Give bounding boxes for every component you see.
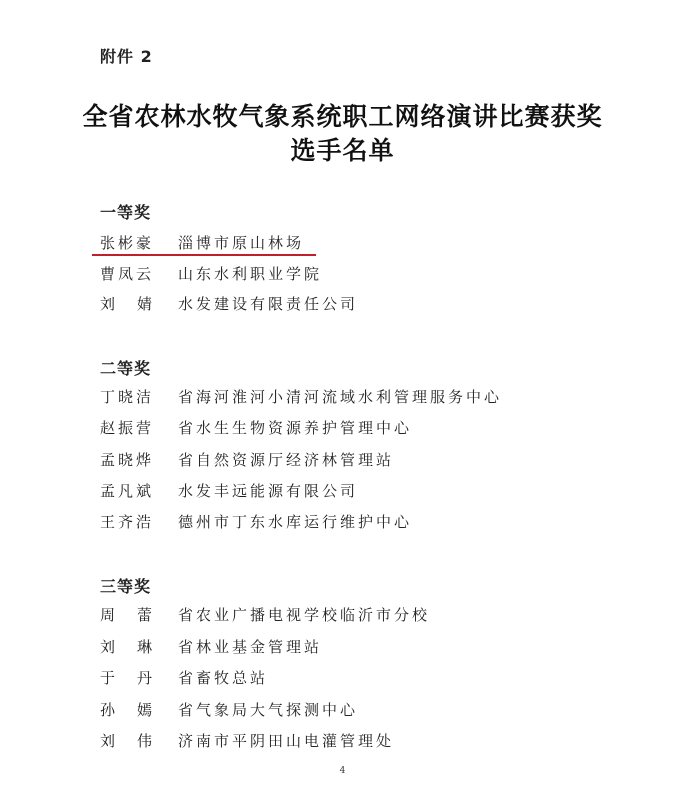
winner-organization: 水发丰远能源有限公司 <box>178 481 359 500</box>
winner-organization: 省气象局大气探测中心 <box>178 700 359 719</box>
section-heading-first-prize: 一等奖 <box>100 203 152 222</box>
winner-organization: 德州市丁东水库运行维护中心 <box>178 512 413 531</box>
page-number: 4 <box>339 766 346 776</box>
winner-name: 赵振营 <box>100 418 155 437</box>
winner-organization: 省自然资源厅经济林管理站 <box>178 450 395 469</box>
winner-name <box>100 604 152 625</box>
section-heading-third-prize: 三等奖 <box>100 577 152 596</box>
winner-name <box>100 636 152 657</box>
winner-name-surname: 孙 <box>100 700 116 719</box>
winner-name-surname: 刘 <box>100 637 116 656</box>
winner-name <box>100 699 152 720</box>
winner-row <box>100 602 430 626</box>
winner-name: 孟晓烨 <box>100 450 155 469</box>
winner-name <box>100 293 152 314</box>
winner-name: 张彬豪 <box>100 233 155 252</box>
winner-row <box>100 261 322 285</box>
winner-name: 丁晓洁 <box>100 387 155 406</box>
winner-row <box>100 665 268 689</box>
winner-row <box>100 634 322 658</box>
winner-name-surname: 于 <box>100 668 116 687</box>
document-title-line1: 全省农林水牧气象系统职工网络演讲比赛获奖 <box>82 102 603 131</box>
winner-row <box>100 230 304 254</box>
winner-name-given: 婧 <box>136 294 152 313</box>
winner-name-surname: 刘 <box>100 731 116 750</box>
winner-organization: 省水生生物资源养护管理中心 <box>178 418 413 437</box>
winner-name-given: 蕾 <box>136 605 152 624</box>
winner-organization: 省农业广播电视学校临沂市分校 <box>178 605 431 624</box>
winner-name <box>100 730 152 751</box>
winner-name <box>100 667 152 688</box>
winner-name-given: 伟 <box>136 731 152 750</box>
winner-name-given: 嫣 <box>136 700 152 719</box>
winner-organization: 淄博市原山林场 <box>178 233 305 252</box>
winner-row <box>100 697 358 721</box>
winner-organization: 省畜牧总站 <box>178 668 269 687</box>
winner-row <box>100 384 502 408</box>
winner-row <box>100 415 412 439</box>
winner-organization: 水发建设有限责任公司 <box>178 294 359 313</box>
winner-organization: 省海河淮河小清河流域水利管理服务中心 <box>178 387 503 406</box>
winner-name: 曹凤云 <box>100 264 155 283</box>
winner-row <box>100 447 394 471</box>
winner-organization: 省林业基金管理站 <box>178 637 323 656</box>
winner-organization: 济南市平阴田山电灌管理处 <box>178 731 395 750</box>
winner-name-surname: 周 <box>100 605 116 624</box>
winner-row <box>100 478 358 502</box>
winner-name: 王齐浩 <box>100 512 155 531</box>
attachment-label: 附件 2 <box>100 47 153 66</box>
document-title-line2: 选手名单 <box>290 136 395 165</box>
winner-name-given: 琳 <box>136 637 152 656</box>
winner-organization: 山东水利职业学院 <box>178 264 323 283</box>
winner-name: 孟凡斌 <box>100 481 155 500</box>
winner-row <box>100 291 358 315</box>
winner-row <box>100 509 412 533</box>
section-heading-second-prize: 二等奖 <box>100 359 152 378</box>
winner-name-surname: 刘 <box>100 294 116 313</box>
red-underline-highlight <box>92 254 316 256</box>
winner-name-given: 丹 <box>136 668 152 687</box>
winner-row <box>100 728 394 752</box>
